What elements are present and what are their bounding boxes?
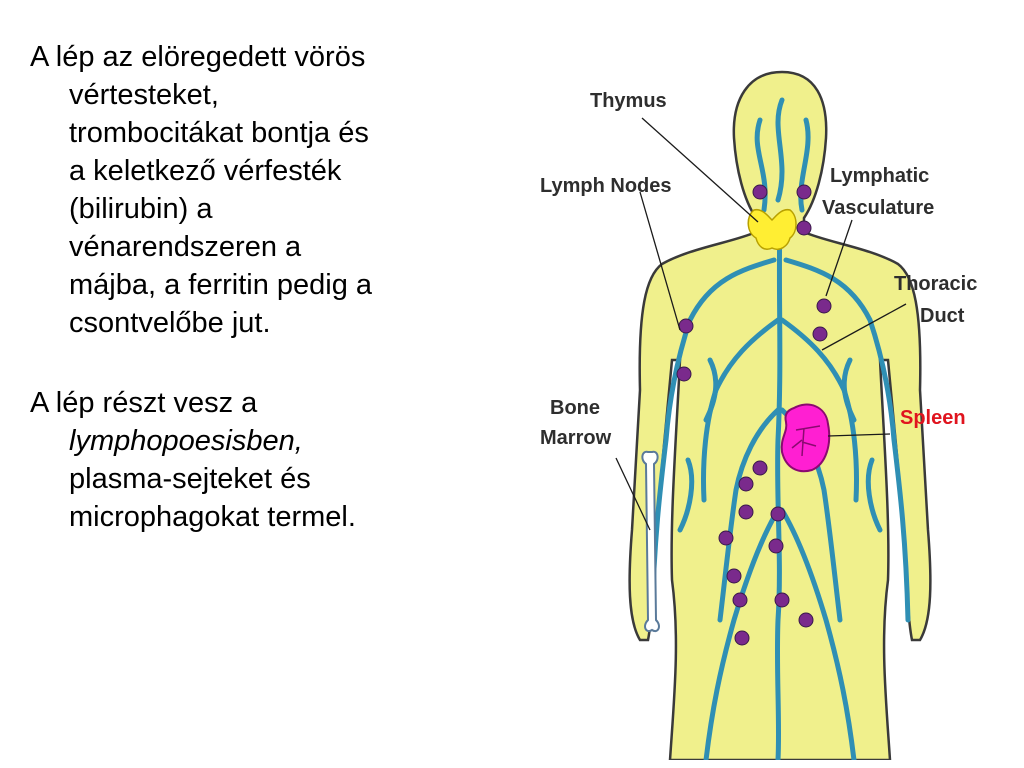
lymph-node xyxy=(739,505,753,519)
lymph-node xyxy=(719,531,733,545)
spleen-organ xyxy=(782,405,830,472)
label-thoracic-duct-1: Thoracic xyxy=(894,273,978,295)
label-lymphatic-vasculature-2: Vasculature xyxy=(822,197,935,219)
text-line: microphagokat termel. xyxy=(69,501,356,533)
label-thoracic-duct-2: Duct xyxy=(920,305,965,327)
lymph-node xyxy=(679,319,693,333)
lymph-node xyxy=(813,327,827,341)
lymph-node xyxy=(771,507,785,521)
text-line: A lép részt vesz a xyxy=(30,387,258,419)
label-bone-marrow-2: Marrow xyxy=(540,427,612,449)
text-line: trombocitákat bontja és xyxy=(69,117,369,149)
text-line: (bilirubin) a xyxy=(69,193,213,225)
lymphatic-system-figure xyxy=(520,60,1010,760)
lymph-node xyxy=(677,367,691,381)
paragraph-lymphopoesis xyxy=(30,384,510,536)
lymph-node xyxy=(727,569,741,583)
lymph-node xyxy=(817,299,831,313)
lymph-node xyxy=(733,593,747,607)
text-line: plasma-sejteket és xyxy=(69,463,311,495)
text-line-italic: lymphopoesisben, xyxy=(69,425,303,457)
text-line: A lép az elöregedett vörös xyxy=(30,41,366,73)
lymph-node xyxy=(769,539,783,553)
label-thymus: Thymus xyxy=(590,90,667,112)
text-line: a keletkező vérfesték xyxy=(69,155,342,187)
lymph-node xyxy=(735,631,749,645)
lymph-node xyxy=(753,185,767,199)
label-bone-marrow-1: Bone xyxy=(550,397,600,419)
lymph-node xyxy=(797,185,811,199)
text-line: májba, a ferritin pedig a xyxy=(69,269,373,301)
lymphatic-system-diagram xyxy=(520,60,1010,760)
text-line: vénarendszeren a xyxy=(69,231,302,263)
text-line: vértesteket, xyxy=(69,79,219,111)
text-area xyxy=(30,38,510,578)
label-lymph-nodes: Lymph Nodes xyxy=(540,175,672,197)
paragraph-spleen-function xyxy=(30,38,510,342)
label-lymphatic-vasculature-1: Lymphatic xyxy=(830,165,930,187)
label-spleen: Spleen xyxy=(900,407,966,429)
lymph-node xyxy=(739,477,753,491)
lymph-node xyxy=(797,221,811,235)
lymph-node xyxy=(799,613,813,627)
text-line: csontvelőbe jut. xyxy=(69,307,271,339)
lymph-node xyxy=(753,461,767,475)
lymph-node xyxy=(775,593,789,607)
